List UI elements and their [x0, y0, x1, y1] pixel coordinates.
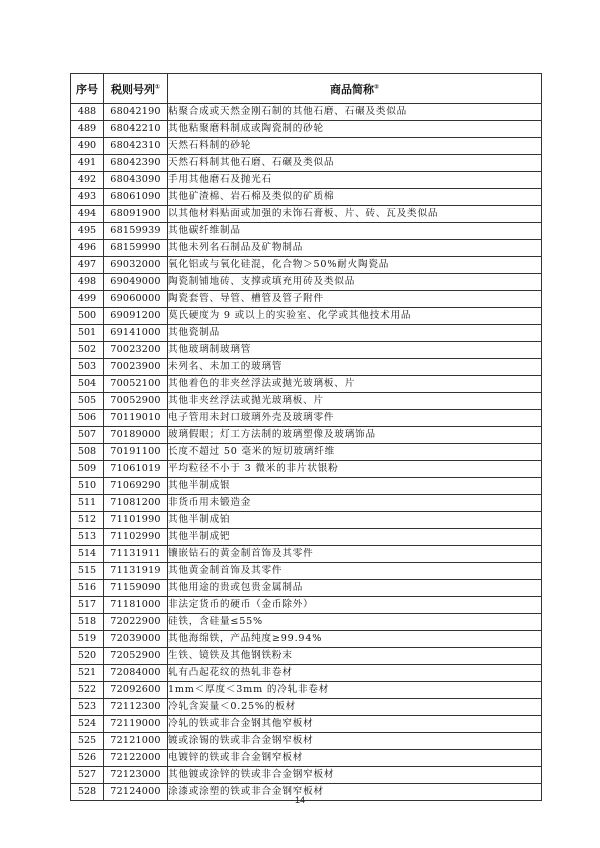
row-seq: 490: [71, 138, 104, 155]
table-row: [71, 682, 542, 699]
row-product-name: 电镀锌的铁或非合金钢窄板材: [168, 750, 542, 767]
row-product-name: 天然石料制的砂轮: [168, 138, 542, 155]
row-seq: 503: [71, 359, 104, 376]
table-row: [71, 342, 542, 359]
row-tariff-code: 71159090: [104, 580, 168, 597]
header-code: 税则号列①: [104, 74, 168, 104]
row-seq: 499: [71, 291, 104, 308]
row-product-name: 氧化铝或与氧化硅混，化合物＞50%耐火陶瓷品: [168, 257, 542, 274]
row-tariff-code: 71181000: [104, 597, 168, 614]
row-seq: 508: [71, 444, 104, 461]
row-seq: 524: [71, 716, 104, 733]
row-product-name: 冷轧的铁或非合金钢其他窄板材: [168, 716, 542, 733]
row-product-name: 其他海绵铁，产品纯度≥99.94%: [168, 631, 542, 648]
table-row: [71, 614, 542, 631]
row-tariff-code: 70189000: [104, 427, 168, 444]
table-row: [71, 308, 542, 325]
row-tariff-code: 71102990: [104, 529, 168, 546]
row-tariff-code: 72124000: [104, 784, 168, 801]
row-tariff-code: 68159990: [104, 240, 168, 257]
row-seq: 525: [71, 733, 104, 750]
row-product-name: 其他碳纤维制品: [168, 223, 542, 240]
table-row: [71, 138, 542, 155]
header-name-footnote-mark: ②: [373, 82, 380, 90]
row-product-name: 天然石料制其他石磨、石碾及类似品: [168, 155, 542, 172]
row-tariff-code: 68042210: [104, 121, 168, 138]
row-seq: 517: [71, 597, 104, 614]
table-row: [71, 172, 542, 189]
table-row: [71, 631, 542, 648]
row-product-name: 手用其他磨石及抛光石: [168, 172, 542, 189]
row-seq: 493: [71, 189, 104, 206]
row-seq: 514: [71, 546, 104, 563]
row-product-name: 陶瓷制铺地砖、支撑或填充用砖及类似品: [168, 274, 542, 291]
row-tariff-code: 71131919: [104, 563, 168, 580]
row-tariff-code: 72112300: [104, 699, 168, 716]
table-row: [71, 155, 542, 172]
row-product-name: 其他矿渣棉、岩石棉及类似的矿质棉: [168, 189, 542, 206]
row-seq: 498: [71, 274, 104, 291]
row-seq: 511: [71, 495, 104, 512]
row-tariff-code: 69141000: [104, 325, 168, 342]
row-seq: 509: [71, 461, 104, 478]
table-row: [71, 240, 542, 257]
row-product-name: 冷轧含炭量＜0.25%的板材: [168, 699, 542, 716]
table-row: [71, 461, 542, 478]
row-product-name: 玻璃假眼；灯工方法制的玻璃塑像及玻璃饰品: [168, 427, 542, 444]
row-tariff-code: 68043090: [104, 172, 168, 189]
table-row: [71, 716, 542, 733]
table-row: [71, 699, 542, 716]
row-tariff-code: 68042390: [104, 155, 168, 172]
row-seq: 519: [71, 631, 104, 648]
row-tariff-code: 68042190: [104, 104, 168, 121]
row-seq: 520: [71, 648, 104, 665]
row-tariff-code: 71061019: [104, 461, 168, 478]
row-product-name: 轧有凸起花纹的热轧非卷材: [168, 665, 542, 682]
table-row: [71, 767, 542, 784]
table-row: [71, 393, 542, 410]
row-tariff-code: 70052100: [104, 376, 168, 393]
row-seq: 504: [71, 376, 104, 393]
row-seq: 506: [71, 410, 104, 427]
header-name: 商品简称②: [168, 74, 542, 104]
row-product-name: 其他半制成钯: [168, 529, 542, 546]
table-row: [71, 648, 542, 665]
table-row: [71, 478, 542, 495]
row-product-name: 1mm＜厚度＜3mm 的冷轧非卷材: [168, 682, 542, 699]
row-seq: 492: [71, 172, 104, 189]
table-row: [71, 274, 542, 291]
page-number: 14: [294, 795, 305, 805]
table-row: [71, 104, 542, 121]
row-tariff-code: 69032000: [104, 257, 168, 274]
row-product-name: 其他半制成银: [168, 478, 542, 495]
row-tariff-code: 69049000: [104, 274, 168, 291]
table-header: [71, 74, 542, 104]
row-tariff-code: 70023200: [104, 342, 168, 359]
row-seq: 527: [71, 767, 104, 784]
row-product-name: 其他黄金制首饰及其零件: [168, 563, 542, 580]
tariff-table: [70, 73, 542, 801]
row-seq: 512: [71, 512, 104, 529]
row-seq: 522: [71, 682, 104, 699]
table-row: [71, 206, 542, 223]
row-tariff-code: 72122000: [104, 750, 168, 767]
row-product-name: 镶嵌钻石的黄金制首饰及其零件: [168, 546, 542, 563]
row-seq: 507: [71, 427, 104, 444]
row-tariff-code: 70119010: [104, 410, 168, 427]
table-row: [71, 563, 542, 580]
row-product-name: 其他用途的贵或包贵金属制品: [168, 580, 542, 597]
row-seq: 495: [71, 223, 104, 240]
row-product-name: 硅铁，含硅量≤55%: [168, 614, 542, 631]
row-product-name: 陶瓷套管、导管、槽管及管子附件: [168, 291, 542, 308]
table-row: [71, 495, 542, 512]
row-product-name: 其他镀或涂锌的铁或非合金钢窄板材: [168, 767, 542, 784]
row-seq: 489: [71, 121, 104, 138]
table-row: [71, 444, 542, 461]
row-seq: 501: [71, 325, 104, 342]
table-row: [71, 529, 542, 546]
row-product-name: 涂漆或涂塑的铁或非合金钢窄板材: [168, 784, 542, 801]
table-row: [71, 291, 542, 308]
row-product-name: 非法定货币的硬币（金币除外）: [168, 597, 542, 614]
row-seq: 526: [71, 750, 104, 767]
table-row: [71, 597, 542, 614]
header-code-footnote-mark: ①: [154, 82, 161, 90]
row-seq: 496: [71, 240, 104, 257]
row-product-name: 电子管用未封口玻璃外壳及玻璃零件: [168, 410, 542, 427]
row-product-name: 其他半制成铂: [168, 512, 542, 529]
row-seq: 515: [71, 563, 104, 580]
row-product-name: 生铁、镜铁及其他钢铁粉末: [168, 648, 542, 665]
table-body: [71, 104, 542, 801]
row-tariff-code: 71081200: [104, 495, 168, 512]
table-row: [71, 427, 542, 444]
row-product-name: 粘聚合成或天然金刚石制的其他石磨、石碾及类似品: [168, 104, 542, 121]
row-product-name: 平均粒径不小于 3 微米的非片状银粉: [168, 461, 542, 478]
row-product-name: 非货币用未锻造金: [168, 495, 542, 512]
row-seq: 505: [71, 393, 104, 410]
row-tariff-code: 69091200: [104, 308, 168, 325]
row-tariff-code: 72084000: [104, 665, 168, 682]
row-product-name: 以其他材料贴面或加强的未饰石膏板、片、砖、瓦及类似品: [168, 206, 542, 223]
row-tariff-code: 70023900: [104, 359, 168, 376]
row-seq: 491: [71, 155, 104, 172]
table-row: [71, 546, 542, 563]
row-seq: 516: [71, 580, 104, 597]
table-row: [71, 189, 542, 206]
row-product-name: 其他粘聚磨料制成或陶瓷制的砂轮: [168, 121, 542, 138]
row-seq: 494: [71, 206, 104, 223]
row-seq: 521: [71, 665, 104, 682]
row-tariff-code: 68091900: [104, 206, 168, 223]
row-tariff-code: 68159939: [104, 223, 168, 240]
row-seq: 513: [71, 529, 104, 546]
row-tariff-code: 72039000: [104, 631, 168, 648]
row-tariff-code: 72121000: [104, 733, 168, 750]
row-tariff-code: 72022900: [104, 614, 168, 631]
row-tariff-code: 72119000: [104, 716, 168, 733]
table-row: [71, 257, 542, 274]
row-tariff-code: 72052900: [104, 648, 168, 665]
table-row: [71, 512, 542, 529]
table-row: [71, 410, 542, 427]
row-product-name: 莫氏硬度为 9 或以上的实验室、化学或其他技术用品: [168, 308, 542, 325]
header-row: [71, 74, 542, 104]
table-row: [71, 750, 542, 767]
table-row: [71, 665, 542, 682]
row-product-name: 其他未列名石制品及矿物制品: [168, 240, 542, 257]
row-tariff-code: 72123000: [104, 767, 168, 784]
row-product-name: 其他非夹丝浮法或抛光玻璃板、片: [168, 393, 542, 410]
header-seq: 序号: [71, 74, 104, 104]
row-seq: 502: [71, 342, 104, 359]
row-seq: 528: [71, 784, 104, 801]
table-row: [71, 325, 542, 342]
row-product-name: 其他瓷制品: [168, 325, 542, 342]
table-row: [71, 376, 542, 393]
row-seq: 518: [71, 614, 104, 631]
row-tariff-code: 69060000: [104, 291, 168, 308]
row-tariff-code: 70191100: [104, 444, 168, 461]
row-tariff-code: 70052900: [104, 393, 168, 410]
row-product-name: 长度不超过 50 毫米的短切玻璃纤维: [168, 444, 542, 461]
row-product-name: 其他玻璃制玻璃管: [168, 342, 542, 359]
table-row: [71, 121, 542, 138]
row-tariff-code: 72092600: [104, 682, 168, 699]
row-product-name: 其他着色的非夹丝浮法或抛光玻璃板、片: [168, 376, 542, 393]
table-row: [71, 580, 542, 597]
row-seq: 500: [71, 308, 104, 325]
row-product-name: 未列名、未加工的玻璃管: [168, 359, 542, 376]
row-seq: 488: [71, 104, 104, 121]
table-row: [71, 223, 542, 240]
row-seq: 497: [71, 257, 104, 274]
row-seq: 510: [71, 478, 104, 495]
row-product-name: 镀或涂锡的铁或非合金钢窄板材: [168, 733, 542, 750]
row-tariff-code: 71131911: [104, 546, 168, 563]
row-tariff-code: 71101990: [104, 512, 168, 529]
row-tariff-code: 71069290: [104, 478, 168, 495]
row-tariff-code: 68061090: [104, 189, 168, 206]
table-row: [71, 733, 542, 750]
table-row: [71, 359, 542, 376]
row-tariff-code: 68042310: [104, 138, 168, 155]
row-seq: 523: [71, 699, 104, 716]
